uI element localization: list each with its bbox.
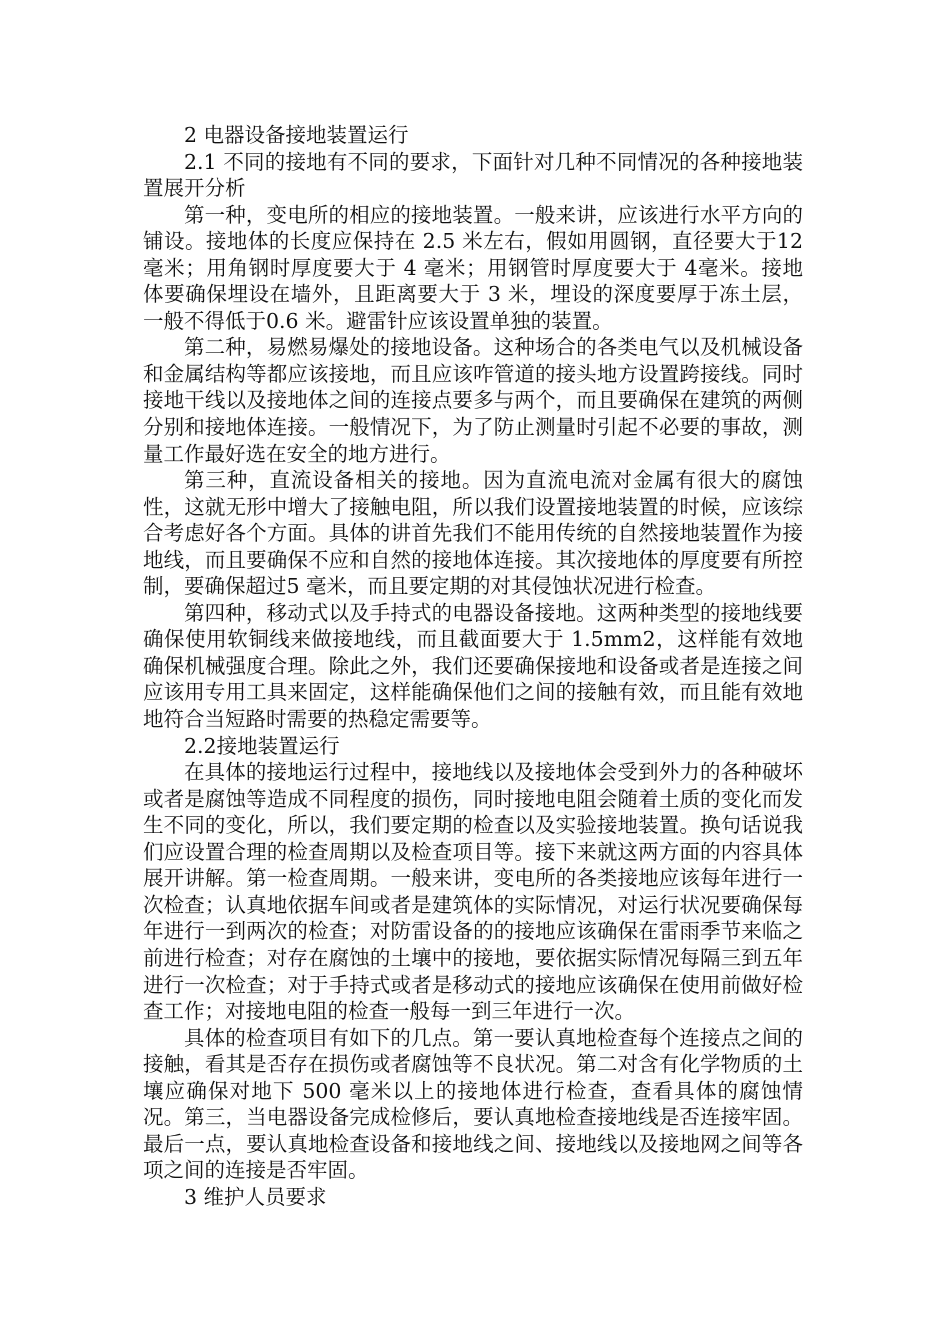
section-heading-3: 3 维护人员要求	[184, 1184, 327, 1209]
paragraph-portable-equipment-grounding: 第四种，移动式以及手持式的电器设备接地。这两种类型的接地线要确保使用软铜线来做接地线，而且截面要大于 1.5mm2，这样能有效地确保机械强度合理。除此之外，我们还要确保接地和设备或者是连接之间应该用专用工具来固定，这样能确保他们之间的接触有效，而且能有效地地符合当短路时需要的热稳定需要等。	[143, 600, 803, 732]
paragraph-substation-grounding: 第一种，变电所的相应的接地装置。一般来讲，应该进行水平方向的铺设。接地体的长度应保持在 2.5 米左右，假如用圆钢，直径要大于12 毫米；用角钢时厚度要大于 4 毫米；用钢管时厚度要大于 4毫米。接地体要确保埋设在墙外，且距离要大于 3 米，埋设的深度要厚于冻土层，一般不得低于0.6 米。避雷针应该设置单独的装置。	[143, 202, 803, 333]
paragraph-dc-equipment-grounding: 第三种，直流设备相关的接地。因为直流电流对金属有很大的腐蚀性，这就无形中增大了接触电阻，所以我们设置接地装置的时候，应该综合考虑好各个方面。具体的讲首先我们不能用传统的自然接地装置作为接地线，而且要确保不应和自然的接地体连接。其次接地体的厚度要有所控制，要确保超过5 毫米，而且要定期的对其侵蚀状况进行检查。	[143, 468, 803, 599]
paragraph-grounding-operation: 在具体的接地运行过程中，接地线以及接地体会受到外力的各种破坏或者是腐蚀等造成不同程度的损伤，同时接地电阻会随着土质的变化而发生不同的变化，所以，我们要定期的检查以及实验接地装置。换句话说我们应设置合理的检查周期以及检查项目等。接下来就这两方面的内容具体展开讲解。第一检查周期。一般来讲，变电所的各类接地应该每年进行一次检查；认真地依据车间或者是建筑体的实际情况，对运行状况要确保每年进行一到两次的检查；对防雷设备的的接地应该确保在雷雨季节来临之前进行检查；对存在腐蚀的土壤中的接地，要依据实际情况每隔三到五年进行一次检查；对于手持式或者是移动式的接地应该确保在使用前做好检查工作；对接地电阻的检查一般每一到三年进行一次。	[143, 760, 803, 1024]
section-heading-2-2: 2.2接地装置运行	[184, 733, 340, 758]
document-body	[143, 122, 803, 1210]
paragraph-explosive-area-grounding: 第二种，易燃易爆处的接地设备。这种场合的各类电气以及机械设备和金属结构等都应该接地，而且应该咋管道的接头地方设置跨接线。同时接地干线以及接地体之间的连接点要多与两个，而且要确保在建筑的两侧分别和接地体连接。一般情况下，为了防止测量时引起不必要的事故，测量工作最好选在安全的地方进行。	[143, 335, 803, 466]
paragraph-inspection-items: 具体的检查项目有如下的几点。第一要认真地检查每个连接点之间的接触，看其是否存在损伤或者腐蚀等不良状况。第二对含有化学物质的土壤应确保对地下 500 毫米以上的接地体进行检查，查看具体的腐蚀情况。第三，当电器设备完成检修后，要认真地检查接地线是否连接牢固。最后一点，要认真地检查设备和接地线之间、接地线以及接地网之间等各项之间的连接是否牢固。	[143, 1025, 803, 1183]
section-heading-2: 2 电器设备接地装置运行	[184, 123, 409, 147]
section-heading-2-1: 2.1 不同的接地有不同的要求，下面针对几种不同情况的各种接地装置展开分析	[143, 149, 803, 201]
